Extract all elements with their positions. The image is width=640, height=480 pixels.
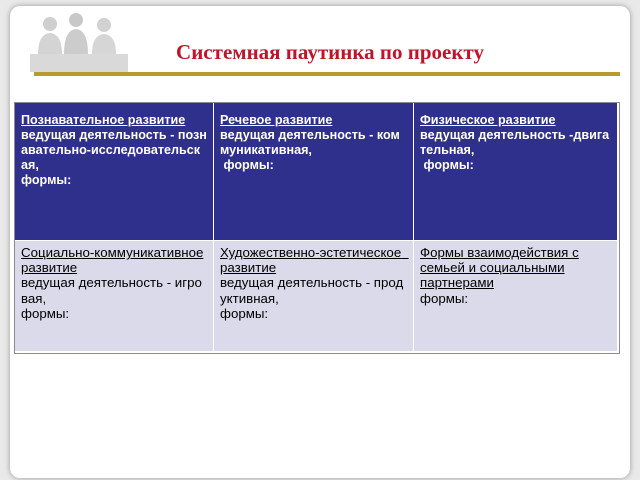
- cell-line: ведущая деятельность - коммуникативная,: [220, 128, 400, 157]
- cell-heading: Речевое развитие: [220, 113, 333, 127]
- title-divider: [34, 72, 620, 76]
- cell-line: ведущая деятельность - продуктивная,: [220, 275, 404, 306]
- cell-heading: Формы взаимодействия с семьей и социальными партнерами: [420, 245, 579, 291]
- cell-line: формы:: [220, 305, 269, 321]
- cell-line: ведущая деятельность - игровая,: [21, 275, 202, 306]
- table-cell-artistic: [214, 241, 414, 351]
- cell-heading: Познавательное развитие: [21, 113, 186, 127]
- cell-line: формы:: [220, 158, 274, 172]
- slide: [10, 6, 630, 478]
- cell-line: ведущая деятельность -двигательная,: [420, 128, 610, 157]
- cell-line: формы:: [420, 290, 469, 306]
- areas-table: [14, 102, 620, 354]
- table-cell-family: [414, 241, 617, 351]
- cell-line: формы:: [21, 305, 70, 321]
- table-cell-physical: [414, 103, 617, 241]
- page-title: Системная паутинка по проекту: [176, 40, 484, 64]
- cell-line: формы:: [420, 158, 474, 172]
- table-cell-social: [15, 241, 214, 351]
- cell-line: ведущая деятельность - познавательно-исследовательская,: [21, 128, 207, 172]
- people-at-desk-silhouette-icon: [24, 10, 134, 74]
- table-cell-cognitive: [15, 103, 214, 241]
- table-cell-speech: [214, 103, 414, 241]
- cell-heading: Художественно-эстетическое развитие: [220, 245, 409, 276]
- cell-line: формы:: [21, 173, 72, 187]
- cell-heading: Физическое развитие: [420, 113, 556, 127]
- cell-heading: Социально-коммуникативное развитие: [21, 245, 204, 276]
